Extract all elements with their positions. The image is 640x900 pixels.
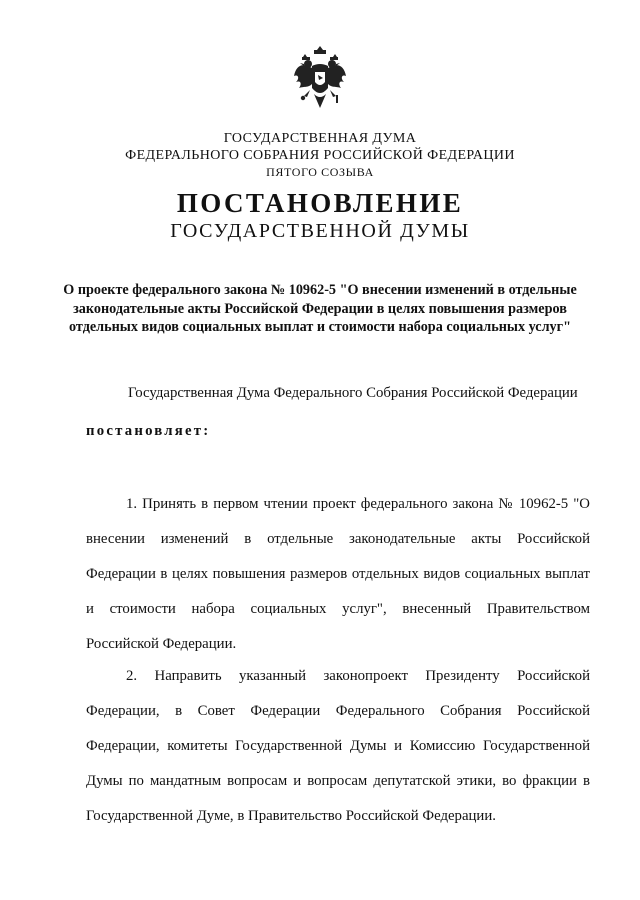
resolution-item-2: 2. Направить указанный законопроект Президенту Российской Федерации, в Совет Федерации Федерального Собрания Российской Федерации, комитеты Государственной Думы и Комиссию Государственной Думы по мандатным вопросам и вопросам депутатской этики, во фракции в Государственной Думе, в Правительство Российской Федерации. [86, 668, 590, 824]
bill-title: О проекте федерального закона № 10962-5 "О внесении изменений в отдельные законодательные акты Российской Федерации в целях повышения размеров отдельных видов социальных выплат и стоимости набора социальных услуг" [63, 282, 577, 335]
document-subtitle: ГОСУДАРСТВЕННОЙ ДУМЫ [170, 220, 470, 242]
document-title: ПОСТАНОВЛЕНИЕ [176, 188, 464, 218]
resolution-item-1: 1. Принять в первом чтении проект федерального закона № 10962-5 "О внесении изменений в отдельные законодательные акты Российской Федерации в целях повышения размеров отдельных видов социальных выплат и стоимости набора социальных услуг", внесенный Правительством Российской Федерации. [86, 496, 590, 652]
intro-paragraph: Государственная Дума Федерального Собрания Российской Федерации [128, 385, 578, 401]
header-line-duma: ГОСУДАРСТВЕННАЯ ДУМА [223, 131, 417, 146]
double-headed-eagle-coat-of-arms-icon [292, 44, 348, 114]
header-line-federal-assembly: ФЕДЕРАЛЬНОГО СОБРАНИЯ РОССИЙСКОЙ ФЕДЕРАЦИИ [125, 148, 515, 163]
decrees-label: постановляет: [86, 423, 211, 439]
issuer-header [0, 130, 640, 181]
header-line-convocation: ПЯТОГО СОЗЫВА [266, 165, 374, 179]
